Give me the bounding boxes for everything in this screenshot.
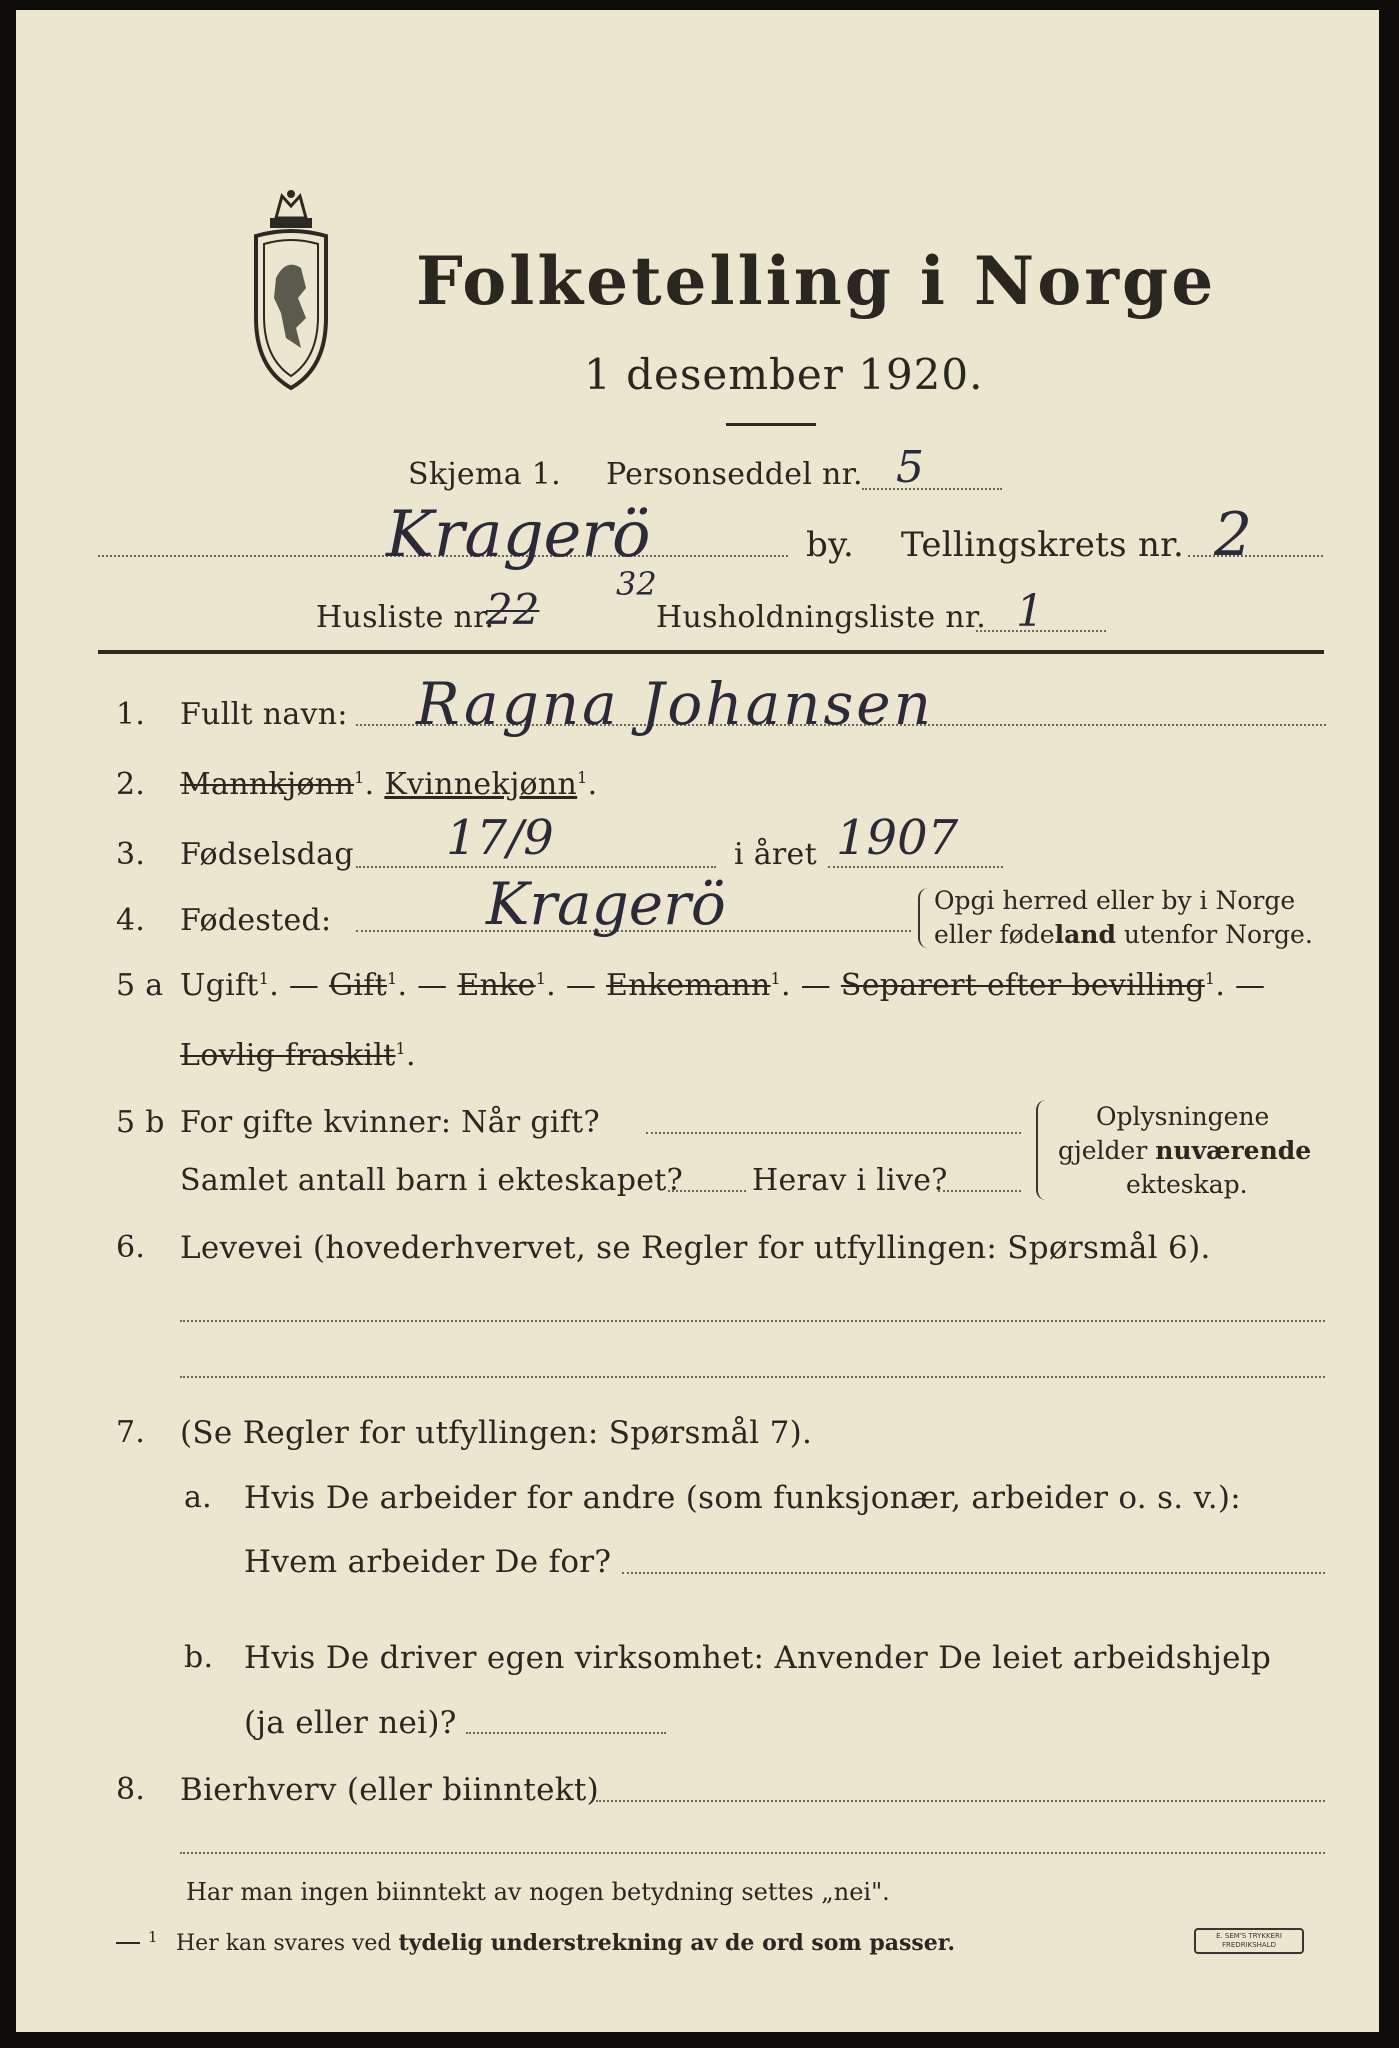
q5a-sup-4: 1 (770, 969, 782, 988)
q7-number: 7. (116, 1415, 146, 1450)
nei-note: Har man ingen biinntekt av nogen betydning settes „nei". (186, 1878, 890, 1906)
header-rule (98, 650, 1324, 654)
q5a-sup-1: 1 (258, 969, 270, 988)
q5a-enkemann-option[interactable]: Enkemann (606, 968, 771, 1003)
personseddel-label: Personseddel nr. (606, 457, 863, 492)
q2-sep: . (364, 767, 375, 802)
q5a-number: 5 a (116, 968, 164, 1003)
q2-kvinnekjonn-option[interactable]: Kvinnekjønn (384, 767, 578, 802)
q3-label: Fødselsdag (180, 837, 354, 872)
q5a-options: Ugift$^1$. — Gift$^1$. — Enke$^1$. — Enkemann$^1$. — Separert efter bevilling$^1$. — (180, 968, 1266, 1003)
q5b-note-line2 (1058, 1136, 1311, 1165)
q3-year-line (828, 866, 1003, 868)
q2-sup-1: 1 (354, 768, 365, 787)
q7a-text2: Hvem arbeider De for? (244, 1544, 612, 1580)
q5a-dash-1: — (288, 968, 320, 1003)
q4-birthplace-value[interactable]: Kragerö (486, 870, 726, 938)
q5a-sup-3: 1 (535, 969, 547, 988)
q5a-enke-option[interactable]: Enke (457, 968, 536, 1003)
personseddel-line (862, 488, 1002, 490)
q2-mannkjonn-option[interactable]: Mannkjønn (180, 767, 355, 802)
q5a-sup-2: 1 (387, 969, 398, 988)
footnote-text-a: Her kan svares ved (176, 1931, 399, 1956)
q5b-number: 5 b (116, 1105, 165, 1140)
husholdning-label: Husholdningsliste nr. (656, 600, 987, 635)
husliste-value[interactable]: 32 (616, 565, 657, 603)
q5b-note2a: gjelder (1058, 1136, 1156, 1165)
form-title: Folketelling i Norge (416, 242, 1217, 320)
q4-note-line1: Opgi herred eller by i Norge (934, 886, 1296, 915)
q1-fullname-value[interactable]: Ragna Johansen (416, 670, 934, 738)
printer-stamp-line1: E. SEM'S TRYKKERI (1216, 1932, 1282, 1940)
q7a-letter: a. (184, 1480, 213, 1515)
q5b-label1: For gifte kvinner: Når gift? (180, 1105, 600, 1140)
q2-sep-2: . (587, 767, 598, 802)
q5a-sup-5: 1 (1204, 969, 1216, 988)
q1-number: 1. (116, 697, 146, 732)
q6-line-1 (180, 1320, 1325, 1322)
q6-label: Levevei (hovederhvervet, se Regler for utfyllingen: Spørsmål 6). (180, 1230, 1211, 1266)
q5a-gift-option[interactable]: Gift (329, 968, 387, 1003)
q3-day-line (356, 866, 716, 868)
husliste-label: Husliste nr. (316, 600, 495, 635)
q1-label: Fullt navn: (180, 697, 348, 732)
q8-number: 8. (116, 1772, 146, 1807)
q2-sup-2: 1 (577, 768, 588, 787)
q5a-dash-4: — (800, 968, 832, 1003)
q5b-note-line1: Oplysningene (1096, 1102, 1270, 1131)
q4-number: 4. (116, 903, 146, 938)
footnote-number: 1 (148, 1928, 158, 1946)
q7b-line (466, 1732, 666, 1734)
q4-note2a: eller føde (934, 920, 1055, 949)
q5b-brace (1036, 1100, 1046, 1200)
tellingskrets-label: Tellingskrets nr. (901, 525, 1185, 565)
q3-birthday-value[interactable]: 17/9 (446, 810, 554, 866)
q7b-text1: Hvis De driver egen virksomhet: Anvender De leiet arbeidshjelp (244, 1640, 1272, 1676)
q7b-text2: (ja eller nei)? (244, 1705, 457, 1741)
by-label: by. (806, 525, 855, 565)
q4-brace (918, 888, 928, 948)
q8-line-1 (596, 1800, 1325, 1802)
q5a-dash-2: — (417, 968, 448, 1003)
q5a-dash-3: — (565, 968, 597, 1003)
q6-number: 6. (116, 1230, 146, 1265)
husholdning-value[interactable]: 1 (1016, 586, 1044, 637)
footnote-dash (116, 1942, 140, 1944)
q4-note-line2 (934, 920, 1313, 949)
q5a-options-line2: Lovlig fraskilt$^1$. (180, 1038, 416, 1073)
tellingskrets-line (1188, 555, 1323, 557)
q5b-label2: Samlet antall barn i ekteskapet? (180, 1163, 684, 1198)
footnote-text (176, 1930, 955, 1956)
q2-number: 2. (116, 767, 146, 802)
q5b-alive-line (938, 1190, 1021, 1192)
q5a-sup-6: 1 (395, 1039, 406, 1058)
q4-label: Fødested: (180, 903, 332, 938)
coat-of-arms-icon (246, 188, 336, 398)
q5b-note2b: nuværende (1155, 1136, 1312, 1165)
skjema-label: Skjema 1. (408, 457, 561, 492)
printer-stamp (1194, 1928, 1304, 1954)
q8-line-2 (180, 1852, 1325, 1854)
city-value[interactable]: Kragerö (386, 498, 651, 572)
q5a-ugift-option[interactable]: Ugift (180, 968, 259, 1003)
husliste-value-struck: 22 (486, 585, 540, 634)
q5b-note-line3: ekteskap. (1126, 1170, 1248, 1199)
tellingskrets-value[interactable]: 2 (1214, 500, 1253, 570)
q8-label: Bierhverv (eller biinntekt) (180, 1772, 600, 1808)
personseddel-value[interactable]: 5 (896, 442, 924, 493)
q5b-children-line (668, 1190, 746, 1192)
title-divider (726, 423, 816, 426)
q3-year-value[interactable]: 1907 (836, 810, 959, 866)
q2-options (180, 767, 597, 802)
q7a-text1: Hvis De arbeider for andre (som funksjonær, arbeider o. s. v.): (244, 1480, 1242, 1516)
q7-label: (Se Regler for utfyllingen: Spørsmål 7). (180, 1415, 813, 1451)
q7b-letter: b. (184, 1640, 214, 1675)
q5a-dash-5: — (1235, 968, 1266, 1003)
q3-number: 3. (116, 837, 146, 872)
q4-note2c: utenfor Norge. (1115, 920, 1313, 949)
q7a-line (622, 1572, 1325, 1574)
q3-year-label: i året (734, 837, 817, 872)
census-form (16, 10, 1379, 2032)
q5a-separert-option[interactable]: Separert efter bevilling (840, 968, 1205, 1003)
printer-stamp-line2: FREDRIKSHALD (1221, 1941, 1276, 1949)
q5b-label3: Herav i live? (752, 1163, 948, 1198)
footnote-text-b: tydelig understrekning av de ord som passer. (398, 1930, 956, 1956)
census-date: 1 desember 1920. (584, 350, 984, 399)
q4-note2b: land (1054, 920, 1116, 949)
q5a-fraskilt-option[interactable]: Lovlig fraskilt (180, 1038, 396, 1073)
q5b-married-line (646, 1132, 1021, 1134)
q6-line-2 (180, 1376, 1325, 1378)
